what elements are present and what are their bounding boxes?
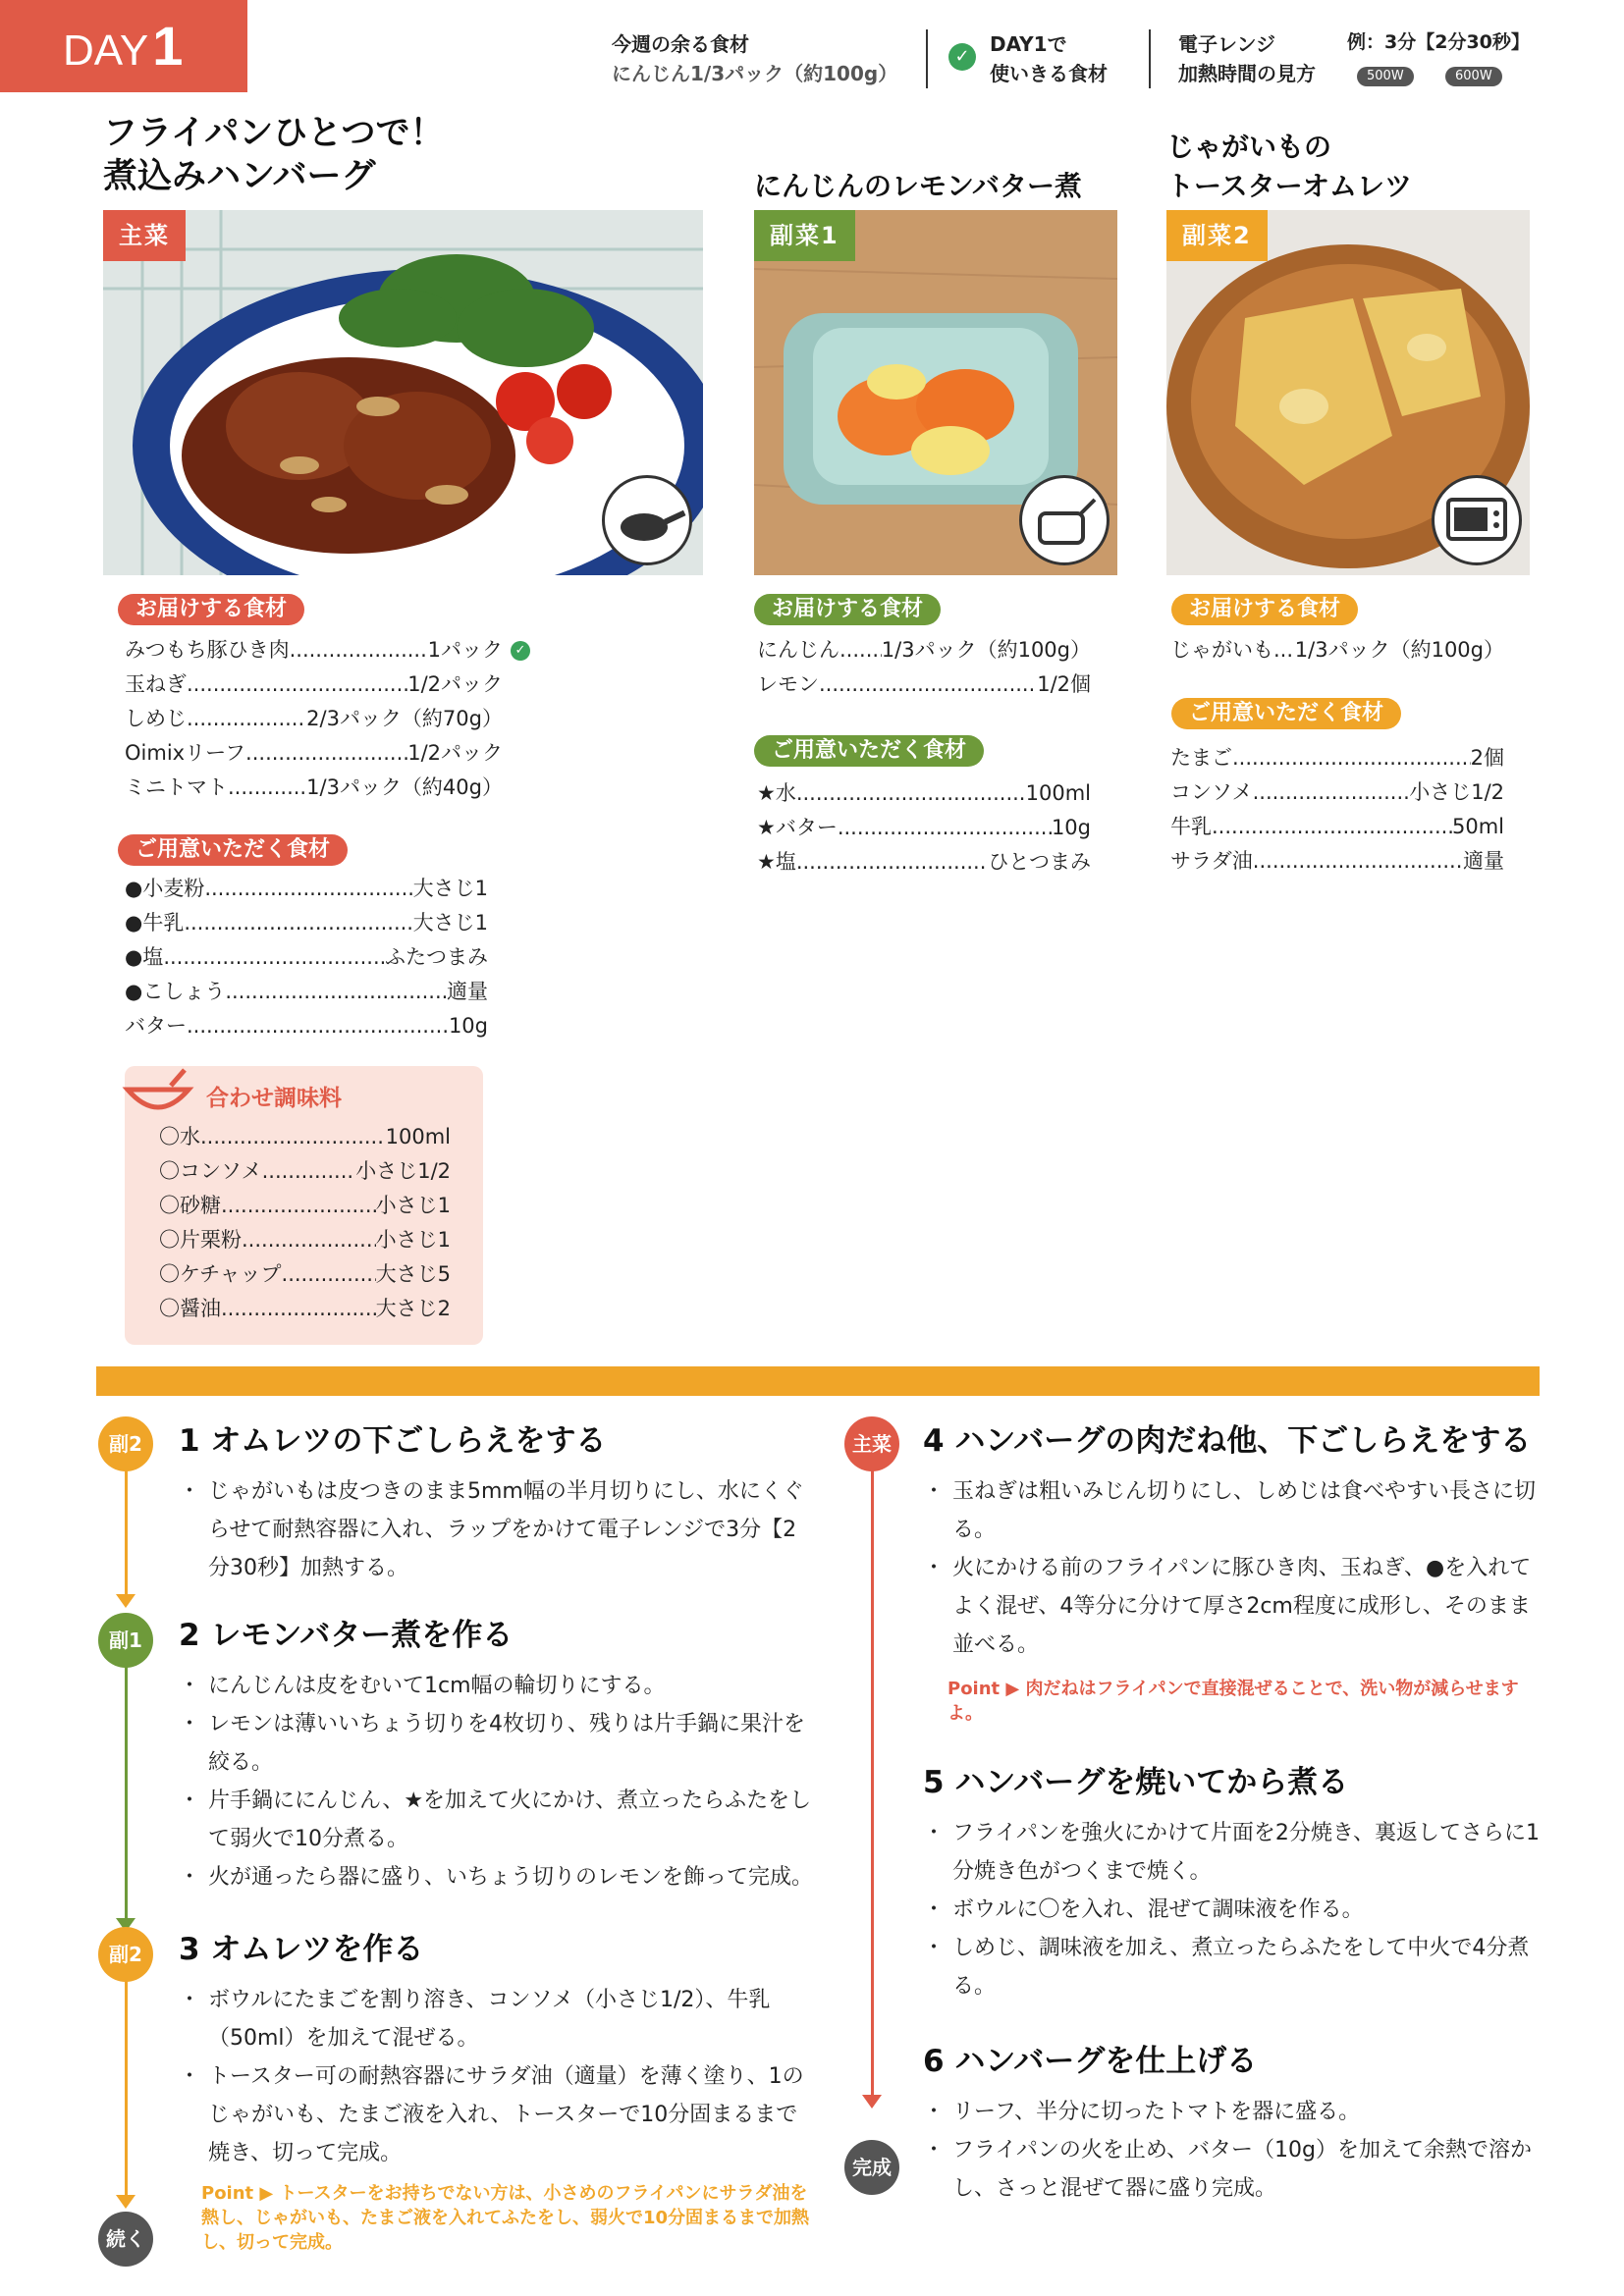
microwave-line2: 加熱時間の見方 bbox=[1178, 62, 1316, 85]
step-4-title: 4 ハンバーグの肉だね他、下ごしらえをする bbox=[923, 1423, 1532, 1459]
main-delivered-list bbox=[125, 633, 503, 805]
ingredient-row: コンソメ ..... 小さじ1/2 bbox=[1170, 775, 1504, 810]
step-1-title: 1 オムレツの下ごしらえをする bbox=[179, 1423, 607, 1459]
step-item: ・ 火にかける前のフライパンに豚ひき肉、玉ねぎ、●を入れてよく混ぜ、4等分に分けて厚さ2cm程度に成形し、そのまま並べる。 bbox=[923, 1549, 1551, 1664]
step-item: ・ にんじんは皮をむいて1cm幅の輪切りにする。 bbox=[179, 1667, 817, 1705]
ingredient-row: にんじん ..... 1/3パック（約100g） bbox=[757, 633, 1091, 667]
check-icon: ✓ bbox=[948, 43, 976, 71]
toaster-oven-icon bbox=[1432, 475, 1522, 565]
step-5-title: 5 ハンバーグを焼いてから煮る bbox=[923, 1765, 1349, 1800]
check-icon: ✓ bbox=[501, 640, 530, 661]
step-4-body bbox=[923, 1472, 1551, 1664]
timeline-line bbox=[125, 1649, 128, 1924]
ingredient-row: たまご ..... 2個 bbox=[1170, 741, 1504, 775]
ingredient-row: バター ..... 10g bbox=[125, 1009, 488, 1043]
omelet-photo bbox=[1166, 210, 1530, 575]
main-prepare-label: ご用意いただく食材 bbox=[118, 834, 348, 866]
leftover-title: 今週の余る食材 bbox=[612, 32, 749, 56]
ingredient-row: 〇片栗粉 ..... 小さじ1 bbox=[159, 1223, 451, 1257]
timeline-line bbox=[871, 1453, 874, 2101]
step-item: ・ リーフ、半分に切ったトマトを器に盛る。 bbox=[923, 2093, 1551, 2131]
ingredient-row: 玉ねぎ ..... 1/2パック bbox=[125, 667, 503, 702]
step-item: ・ フライパンの火を止め、バター（10g）を加えて余熱で溶かし、さっと混ぜて器に盛り完成。 bbox=[923, 2131, 1551, 2208]
ingredient-row: Oimixリーフ ..... 1/2パック bbox=[125, 736, 503, 771]
seasoning-list bbox=[159, 1120, 451, 1326]
side1-prepare-list bbox=[757, 776, 1091, 880]
hamburger-photo bbox=[103, 210, 703, 575]
step-item: ・ 片手鍋ににんじん、★を加えて火にかけ、煮立ったらふたをして弱火で10分煮る。 bbox=[179, 1782, 817, 1858]
main-dish-tag: 主菜 bbox=[103, 210, 186, 261]
lemon-butter-photo bbox=[754, 210, 1117, 575]
step-marker-side2: 副2 bbox=[98, 1927, 153, 1982]
leftover-info bbox=[612, 29, 897, 88]
step-marker-side1: 副1 bbox=[98, 1613, 153, 1668]
ingredient-row: ミニトマト ..... 1/3パック（約40g） bbox=[125, 771, 503, 805]
step-3-title: 3 オムレツを作る bbox=[179, 1932, 424, 1967]
ingredient-row: ●こしょう ..... 適量 bbox=[125, 975, 488, 1009]
step-6-body bbox=[923, 2093, 1551, 2208]
step-item: ・ フライパンを強火にかけて片面を2分焼き、裏返してさらに1分焼き色がつくまで焼く。 bbox=[923, 1814, 1551, 1891]
useup-line2: 使いきる食材 bbox=[990, 62, 1108, 85]
watt-600-badge: 600W bbox=[1445, 65, 1502, 86]
ingredient-row: ★塩 ..... ひとつまみ bbox=[757, 845, 1091, 880]
section-divider-bar bbox=[96, 1366, 1540, 1396]
day-label: DAY1 bbox=[0, 0, 247, 92]
side1-delivered-list bbox=[757, 633, 1091, 702]
ingredient-row: 〇コンソメ ..... 小さじ1/2 bbox=[159, 1154, 451, 1189]
step-marker-done: 完成 bbox=[844, 2140, 899, 2195]
ingredient-row: 牛乳 ..... 50ml bbox=[1170, 810, 1504, 844]
side2-delivered-list bbox=[1170, 633, 1504, 667]
step-item: ・ ボウルに〇を入れ、混ぜて調味液を作る。 bbox=[923, 1891, 1551, 1929]
ingredient-row: ●牛乳 ..... 大さじ1 bbox=[125, 906, 488, 940]
step-2-title: 2 レモンバター煮を作る bbox=[179, 1618, 514, 1653]
seasoning-label: 合わせ調味料 bbox=[206, 1086, 342, 1111]
step-item: ・ 火が通ったら器に盛り、いちょう切りのレモンを飾って完成。 bbox=[179, 1858, 817, 1896]
step-item: ・ ボウルにたまごを割り溶き、コンソメ（小さじ1/2）、牛乳（50ml）を加えて混ぜる。 bbox=[179, 1981, 817, 2057]
microwave-example: 例：3分【2分30秒】 bbox=[1347, 31, 1530, 53]
header-divider bbox=[1149, 29, 1151, 88]
side1-delivered-label: お届けする食材 bbox=[754, 594, 941, 625]
step-1-body bbox=[179, 1472, 807, 1587]
watt-500-badge: 500W bbox=[1357, 65, 1414, 86]
step-marker-main: 主菜 bbox=[844, 1416, 899, 1471]
ingredient-row: じゃがいも ..... 1/3パック（約100g） bbox=[1170, 633, 1504, 667]
bowl-icon bbox=[122, 1066, 194, 1125]
side2-tag: 副菜2 bbox=[1166, 210, 1268, 261]
main-prepare-list bbox=[125, 872, 488, 1043]
ingredient-row: しめじ ..... 2/3パック（約70g） bbox=[125, 702, 503, 736]
ingredient-row: 〇醤油 ..... 大さじ2 bbox=[159, 1292, 451, 1326]
step-5-body bbox=[923, 1814, 1551, 2005]
ingredient-row: ●塩 ..... ふたつまみ bbox=[125, 940, 488, 975]
step-3-point: Point ▶ トースターをお持ちでない方は、小さめのフライパンにサラダ油を熱し、じゃがいも、たまご液を入れてふたをし、弱火で10分固まるまで加熱し、切って完成。 bbox=[201, 2183, 810, 2253]
timeline-arrow bbox=[116, 2195, 135, 2209]
main-dish-title: フライパンひとつで！ 煮込みハンバーグ bbox=[103, 114, 445, 196]
useup-line1: DAY1で bbox=[990, 32, 1067, 56]
frying-pan-icon bbox=[602, 475, 692, 565]
side2-delivered-label: お届けする食材 bbox=[1171, 594, 1358, 625]
ingredient-row: レモン ..... 1/2個 bbox=[757, 667, 1091, 702]
ingredient-row: ★水 ..... 100ml bbox=[757, 776, 1091, 811]
ingredient-row: ●小麦粉 ..... 大さじ1 bbox=[125, 872, 488, 906]
timeline-arrow bbox=[862, 2095, 882, 2109]
step-item: ・ しめじ、調味液を加え、煮立ったらふたをして中火で4分煮る。 bbox=[923, 1929, 1551, 2005]
saucepan-icon bbox=[1019, 475, 1110, 565]
step-marker-continue: 続く bbox=[98, 2212, 153, 2267]
leftover-value: にんじん1/3パック（約100g） bbox=[612, 62, 898, 85]
side1-prepare-label: ご用意いただく食材 bbox=[754, 735, 984, 767]
microwave-info bbox=[1178, 29, 1316, 88]
step-item: ・ 玉ねぎは粗いみじん切りにし、しめじは食べやすい長さに切る。 bbox=[923, 1472, 1551, 1549]
ingredient-row: 〇水 ..... 100ml bbox=[159, 1120, 451, 1154]
step-6-title: 6 ハンバーグを仕上げる bbox=[923, 2044, 1258, 2079]
step-marker-side2: 副2 bbox=[98, 1416, 153, 1471]
ingredient-row: 〇ケチャップ ..... 大さじ5 bbox=[159, 1257, 451, 1292]
ingredient-row: ★バター ..... 10g bbox=[757, 811, 1091, 845]
side2-prepare-label: ご用意いただく食材 bbox=[1171, 698, 1401, 729]
step-item: ・ レモンは薄いいちょう切りを4枚切り、残りは片手鍋に果汁を絞る。 bbox=[179, 1705, 817, 1782]
useup-info bbox=[990, 29, 1108, 88]
side1-title: にんじんのレモンバター煮 bbox=[754, 170, 1083, 202]
ingredient-row: 〇砂糖 ..... 小さじ1 bbox=[159, 1189, 451, 1223]
timeline-line bbox=[125, 1963, 128, 2199]
step-4-point: Point ▶ 肉だねはフライパンで直接混ぜることで、洗い物が減らせますよ。 bbox=[947, 1679, 1519, 1724]
side1-tag: 副菜1 bbox=[754, 210, 855, 261]
side2-title: じゃがいもの トースターオムレツ bbox=[1166, 131, 1413, 202]
step-item: ・ トースター可の耐熱容器にサラダ油（適量）を薄く塗り、1のじゃがいも、たまご液を入れ、トースターで10分固まるまで焼き、切って完成。 bbox=[179, 2057, 817, 2172]
timeline-line bbox=[125, 1453, 128, 1600]
main-delivered-label: お届けする食材 bbox=[118, 594, 304, 625]
step-2-body bbox=[179, 1667, 817, 1896]
header-divider bbox=[926, 29, 928, 88]
timeline-arrow bbox=[116, 1594, 135, 1608]
ingredient-row: サラダ油 ..... 適量 bbox=[1170, 844, 1504, 879]
microwave-line1: 電子レンジ bbox=[1178, 32, 1275, 56]
step-3-body bbox=[179, 1981, 817, 2172]
side2-prepare-list bbox=[1170, 741, 1504, 879]
ingredient-row: みつもち豚ひき肉 ..... 1パック bbox=[125, 633, 503, 667]
step-item: ・ じゃがいもは皮つきのまま5mm幅の半月切りにし、水にくぐらせて耐熱容器に入れ、ラップをかけて電子レンジで3分【2分30秒】加熱する。 bbox=[179, 1472, 807, 1587]
